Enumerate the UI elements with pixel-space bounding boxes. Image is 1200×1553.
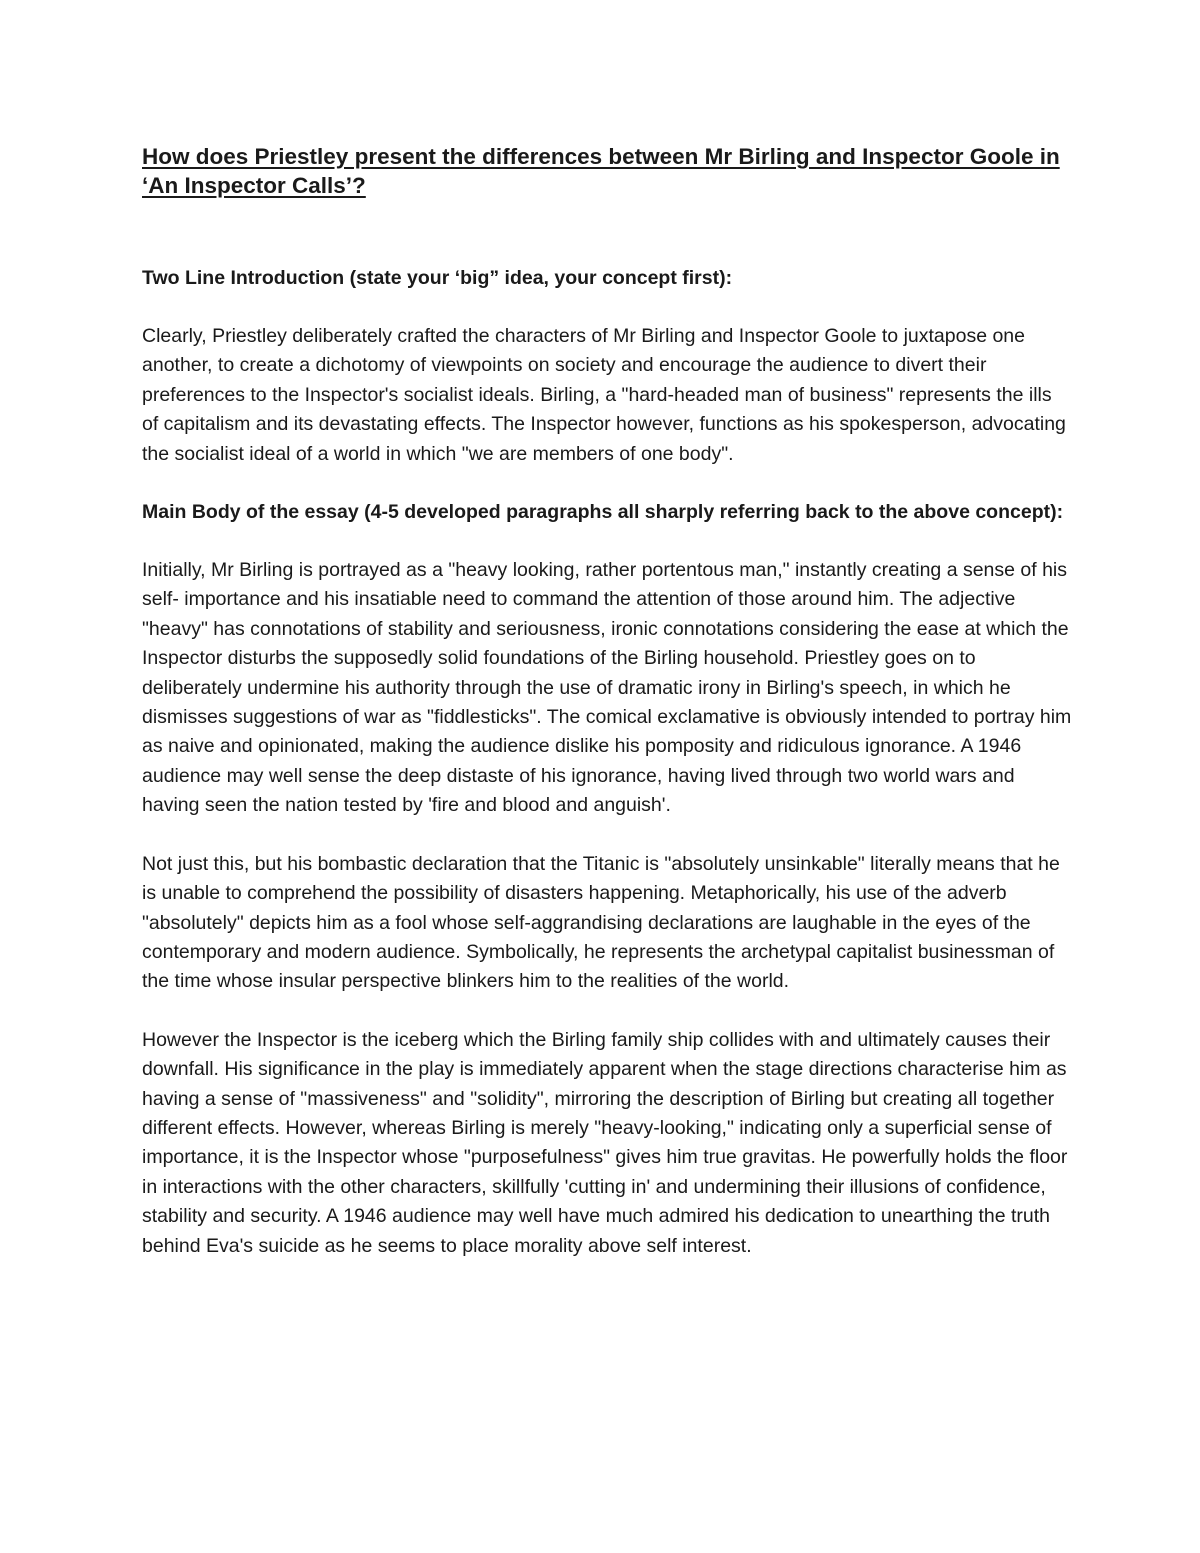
intro-heading: Two Line Introduction (state your ‘big” idea, your concept first): bbox=[142, 267, 733, 289]
body-paragraph: Initially, Mr Birling is portrayed as a "heavy looking, rather portentous man," instantly creating a sense of his self- importance and his insatiable need to command the attention of those around him. The adjective "heavy" has connotations of stability and seriousness, ironic connotations considering the ease at which the Inspector disturbs the supposedly solid foundations of the Birling household. Priestley goes on to deliberately undermine his authority through the use of dramatic irony in Birling's speech, in which he dismisses suggestions of war as "fiddlesticks". The comical exclamative is obviously intended to portray him as naive and opinionated, making the audience dislike his pomposity and ridiculous ignorance. A 1946 audience may well sense the deep distaste of his ignorance, having lived through two world wars and having seen the nation tested by 'fire and blood and anguish'. bbox=[142, 559, 1072, 817]
body-paragraph: However the Inspector is the iceberg which the Birling family ship collides with and ultimately causes their downfall. His significance in the play is immediately apparent when the stage directions characterise him as having a sense of "massiveness" and "solidity", mirroring the description of Birling but creating all together different effects. However, whereas Birling is merely "heavy-looking," indicating only a superficial sense of importance, it is the Inspector whose "purposefulness" gives him true gravitas. He powerfully holds the floor in interactions with the other characters, skillfully 'cutting in' and undermining their illusions of confidence, stability and security. A 1946 audience may well have much admired his dedication to unearthing the truth behind Eva's suicide as he seems to place morality above self interest. bbox=[142, 1028, 1068, 1257]
body-paragraph: Not just this, but his bombastic declaration that the Titanic is "absolutely unsinkable" literally means that he is unable to comprehend the possibility of disasters happening. Metaphorically, his use of the adverb "absolutely" depicts him as a fool whose self-aggrandising declarations are laughable in the eyes of the contemporary and modern audience. Symbolically, he represents the archetypal capitalist businessman of the time whose insular perspective blinkers him to the realities of the world. bbox=[142, 852, 1060, 993]
intro-paragraph: Clearly, Priestley deliberately crafted the characters of Mr Birling and Inspector Goole to juxtapose one another, to create a dichotomy of viewpoints on society and encourage the audience to divert their preferences to the Inspector's socialist ideals. Birling, a "hard-headed man of business" represents the ills of capitalism and its devastating effects. The Inspector however, functions as his spokesperson, advocating the socialist ideal of a world in which "we are members of one body". bbox=[142, 325, 1066, 465]
essay-title: How does Priestley present the differences between Mr Birling and Inspector Goole in ‘An Inspector Calls’? bbox=[142, 144, 1060, 198]
main-body-heading: Main Body of the essay (4-5 developed paragraphs all sharply referring back to the above concept): bbox=[142, 501, 1064, 524]
document-page bbox=[142, 142, 1072, 1261]
